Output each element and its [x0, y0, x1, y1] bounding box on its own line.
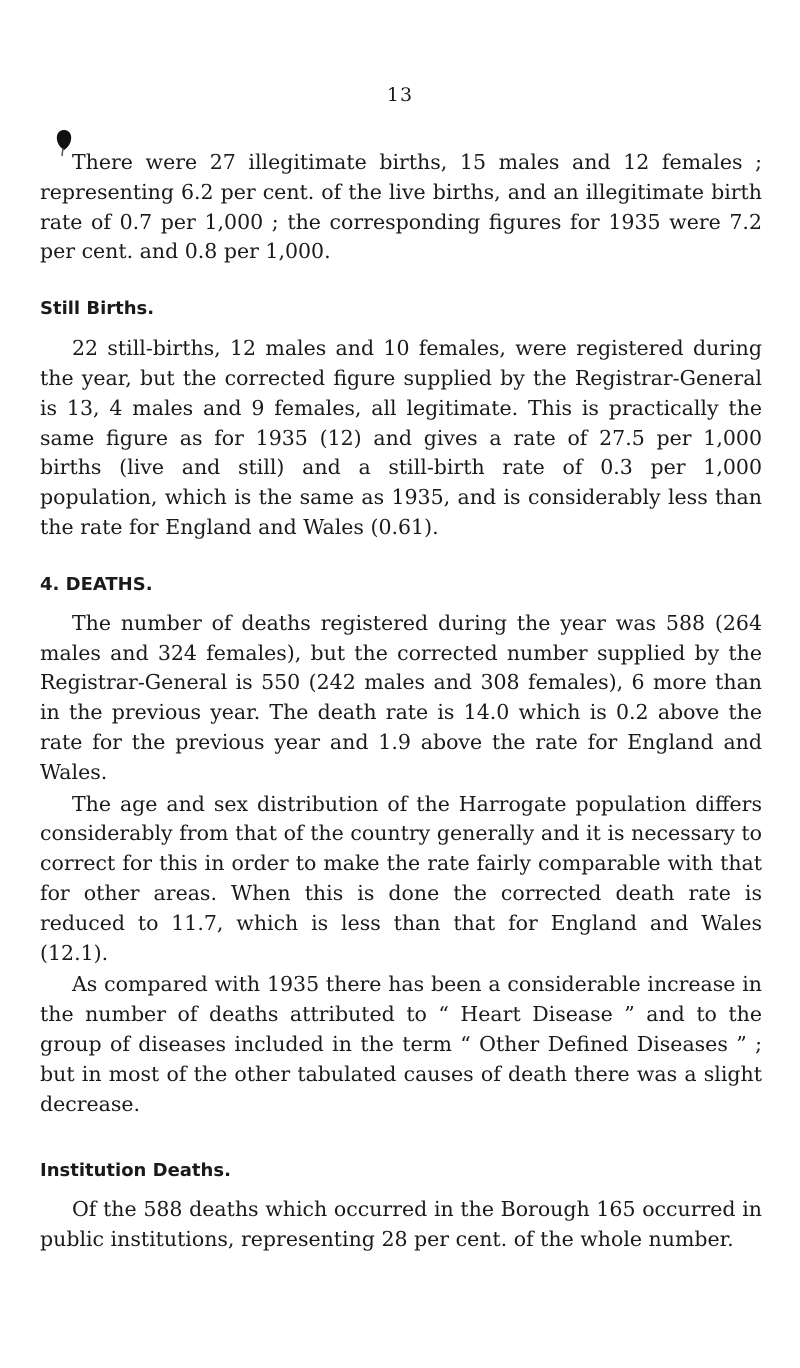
- deaths-paragraph-1: The number of deaths registered during the year was 588 (264 males and 324 females), but the corrected number supplied by the Registrar-General is 550 (242 males and 308 females), 6 more than in the previous year. The death rate is 14.0 which is 0.2 above the rate for the previous year and 1.9 above the rate for England and Wales.: [40, 610, 762, 784]
- heading-institution-deaths: Institution Deaths.: [40, 1160, 231, 1182]
- institution-deaths-paragraph: Of the 588 deaths which occurred in the Borough 165 occurred in public institutions, representing 28 per cent. of the whole number.: [40, 1197, 762, 1252]
- deaths-paragraph-3: As compared with 1935 there has been a considerable increase in the number of deaths attributed to “ Heart Disease ” and to the group of diseases included in the term “ Other Defined Diseases ” ; but in most of the other tabulated causes of death there was a slight decrease.: [40, 972, 762, 1116]
- deaths-paragraph-2: The age and sex distribution of the Harrogate population differs considerably from that of the country generally and it is necessary to correct for this in order to make the rate fairly comparable with that for other areas. When this is done the corrected death rate is reduced to 11.7, which is less than that for England and Wales (12.1).: [40, 791, 762, 965]
- still-births-paragraph: 22 still-births, 12 males and 10 females, were registered during the year, but the corrected figure supplied by the Registrar-General is 13, 4 males and 9 females, all legitimate. This is practically the same figure as for 1935 (12) and gives a rate of 27.5 per 1,000 births (live and still) and a still-birth rate of 0.3 per 1,000 population, which is the same as 1935, and is considerably less than the rate for England and Wales (0.61).: [40, 336, 762, 539]
- page-number: 13: [386, 84, 414, 106]
- heading-deaths: 4. DEATHS.: [40, 573, 153, 595]
- document-body: [40, 148, 762, 1255]
- illegitimate-births-paragraph: There were 27 illegitimate births, 15 males and 12 females ; representing 6.2 per cent. of the live births, and an illegitimate birth rate of 0.7 per 1,000 ; the corresponding figures for 1935 were 7.2 per cent. and 0.8 per 1,000.: [40, 150, 762, 264]
- heading-still-births: Still Births.: [40, 298, 155, 320]
